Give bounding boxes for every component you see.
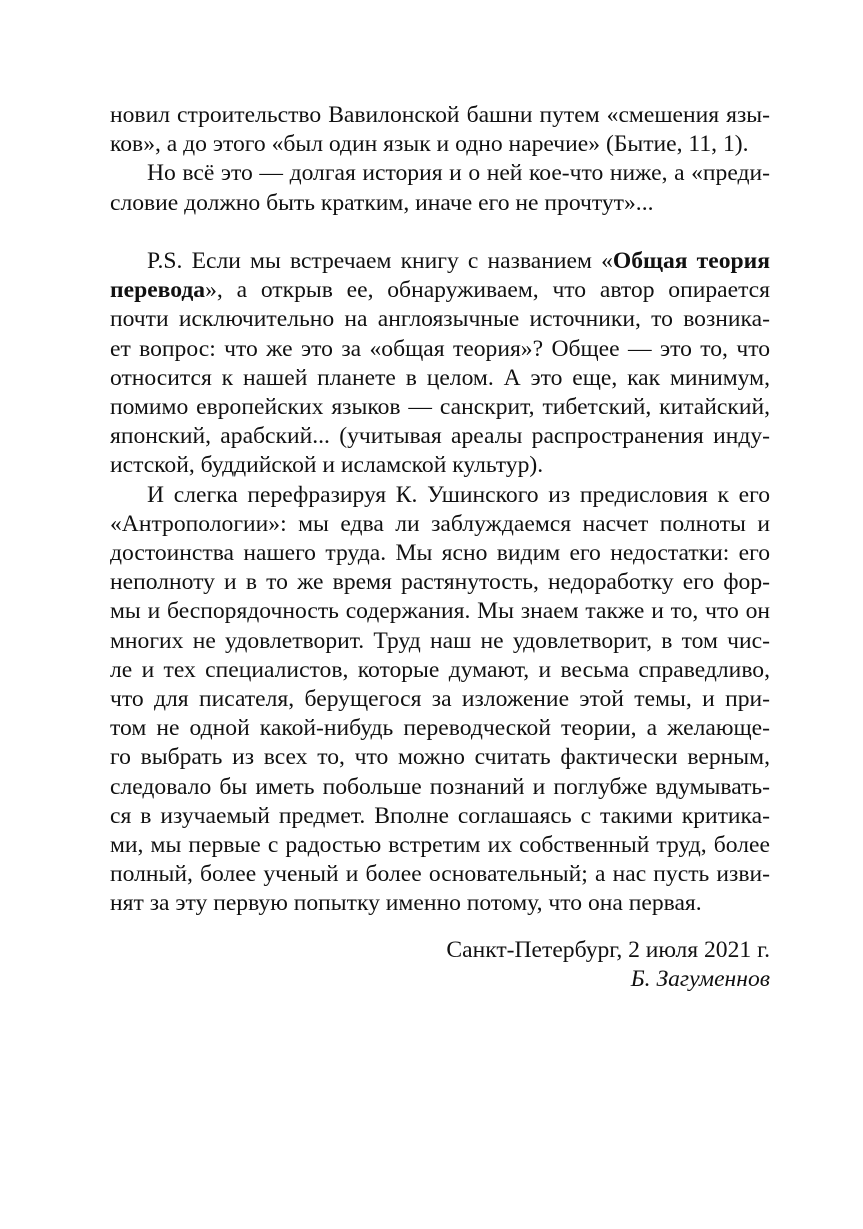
signature-gap [110,919,770,936]
text-line: «Антропологии»: мы едва ли заблуждаемся насчет полноты и [110,510,770,537]
text-line: нят за эту первую попытку именно потому, что она первая. [110,890,702,917]
book-title-bold: Общая теория [612,248,770,274]
text-line: ков», а до этого «был один язык и одно наречие» (Бытие, 11, 1). [110,131,749,158]
text-line: истской, буддийской и исламской культур). [110,452,544,479]
text-line [110,276,770,305]
text-line: что для писателя, берущегося за изложение этой темы, и при- [110,686,770,713]
text-line: многих не удовлетворит. Труд наш не удовлетворит, в том чис- [110,627,770,654]
text-line: Но всё это — долгая история и о ней кое-что ниже, а «преди- [147,160,770,187]
text-fragment: », а открыв ее, обнаруживаем, что автор опирается [205,277,770,304]
text-line: новил строительство Вавилонской башни путем «смешения язы- [110,102,770,128]
page-text [110,101,770,994]
author-name: Б. Загуменнов [630,965,770,992]
text-line: полный, более ученый и более основательный; а нас пусть изви- [110,861,770,888]
text-line: ле и тех специалистов, которые думают, и весьма справедливо, [110,656,770,683]
paragraph-ushinsky-paraphrase [110,481,770,919]
text-line: го выбрать из всех то, что можно считать фактически верным, [110,744,770,771]
text-line: ет вопрос: что же это за «общая теория»? Общее — это то, что [110,335,770,362]
text-line: И слегка перефразируя К. Ушинского из предисловия к его [147,481,770,508]
book-title-bold: перевода [110,277,206,304]
text-line: словие должно быть кратким, иначе его не прочтут»... [110,189,654,216]
place-and-date: Санкт-Петербург, 2 июля 2021 г. [446,936,770,963]
text-line: ми, мы первые с радостью встретим их собственный труд, более [110,832,770,859]
text-line: неполноту и в то же время растянутость, недоработку его фор- [110,569,770,596]
signature-block [110,936,770,994]
text-line: ся в изучаемый предмет. Вполне соглашаясь с такими критика- [110,802,770,829]
blank-line [110,218,770,247]
text-fragment: P.S. Если мы встречаем книгу с названием « [147,248,613,274]
text-line: достоинства нашего труда. Мы ясно видим его недостатки: его [110,540,770,567]
text-line: относится к нашей планете в целом. А это еще, как минимум, [110,364,770,391]
paragraph-postscript [110,247,770,481]
text-line [110,247,770,276]
paragraph-preface-note [110,159,770,217]
text-line: помимо европейских языков — санскрит, тибетский, китайский, [110,394,770,421]
text-line: японский, арабский... (учитывая ареалы распространения инду- [110,423,770,450]
paragraph-continuation [110,101,770,159]
text-line: почти исключительно на англоязычные источники, то возника- [110,306,770,333]
text-line: следовало бы иметь побольше познаний и поглубже вдумывать- [110,773,770,800]
text-line: мы и беспорядочность содержания. Мы знаем также и то, что он [110,598,770,625]
text-line: том не одной какой-нибудь переводческой теории, а желающе- [110,715,770,742]
